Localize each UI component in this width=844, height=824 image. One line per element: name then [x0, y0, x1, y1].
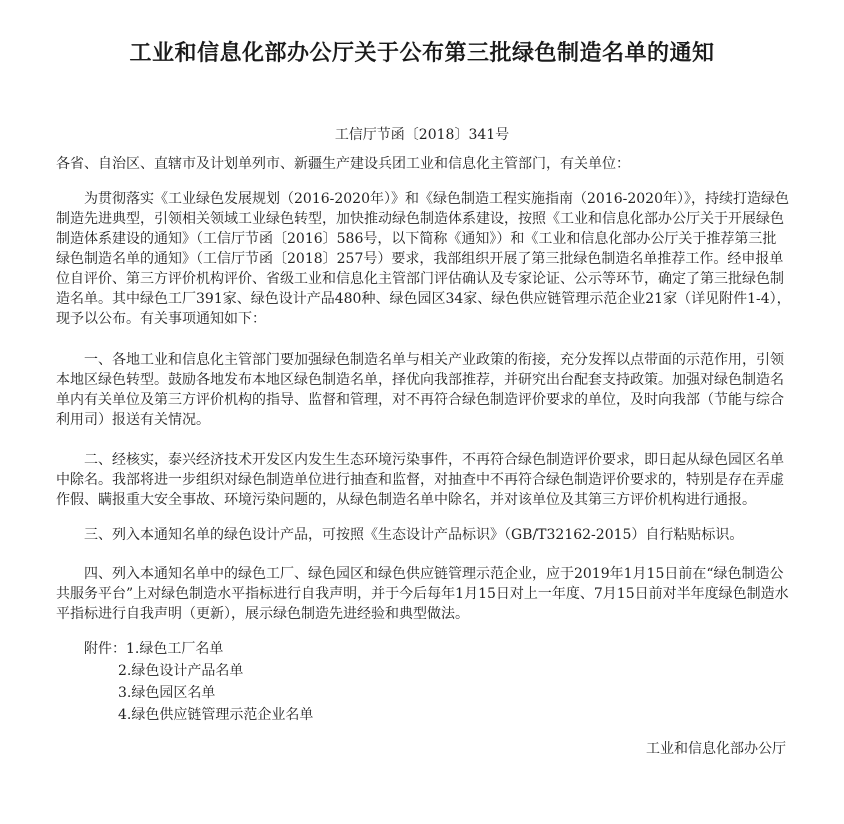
issuer-signature: 工业和信息化部办公厅 [646, 741, 786, 757]
paragraph-item-3 [56, 525, 792, 545]
paragraph-line: 利用司）报送有关情况。 [56, 412, 210, 428]
attachment-item [84, 638, 313, 660]
paragraph-item-4 [56, 564, 792, 624]
paragraph-line: 二、经核实，泰兴经济技术开发区内发生生态环境污染事件，不再符合绿色制造评价要求，即日起从绿色园区名单 [84, 452, 784, 468]
paragraph-line: 作假、瞒报重大安全事故、环境污染问题的，从绿色制造名单中除名，并对该单位及其第三方评价机构进行通报。 [56, 492, 756, 508]
paragraph-line: 绿色制造名单的通知》（工信厅节函〔2018〕257号）要求，我部组织开展了第三批绿色制造名单推荐工作。经申报单 [56, 251, 784, 267]
paragraph-line: 中除名。我部将进一步组织对绿色制造单位进行抽查和监督，对抽查中不再符合绿色制造评价要求的，特别是存在弄虚 [56, 472, 784, 488]
attachments-label: 附件： [84, 641, 126, 657]
paragraph-line: 制造体系建设的通知》（工信厅节函〔2016〕586号，以下简称《通知》）和《工业和信息化部办公厅关于推荐第三批 [56, 231, 777, 247]
attachments-list [84, 638, 313, 726]
document-number: 工信厅节函〔2018〕341号 [334, 127, 510, 143]
attachment-item: 4.绿色供应链管理示范企业名单 [118, 707, 314, 723]
paragraph-item-1 [56, 350, 792, 430]
paragraph-line: 为贯彻落实《工业绿色发展规划（2016-2020年）》和《绿色制造工程实施指南（2016-2020年）》，持续打造绿色 [84, 191, 789, 207]
paragraph-line: 单内有关单位及第三方评价机构的指导、监督和管理，对不再符合绿色制造评价要求的单位，及时向我部（节能与综合 [56, 392, 784, 408]
paragraph-line: 本地区绿色转型。鼓励各地发布本地区绿色制造名单，择优向我部推荐，并研究出台配套支持政策。加强对绿色制造名 [56, 372, 784, 388]
document-title: 工业和信息化部办公厅关于公布第三批绿色制造名单的通知 [129, 41, 715, 66]
paragraph-line: 制造先进典型，引领相关领域工业绿色转型，加快推动绿色制造体系建设，按照《工业和信息化部办公厅关于开展绿色 [56, 211, 784, 227]
paragraph-line: 四、列入本通知名单中的绿色工厂、绿色园区和绿色供应链管理示范企业，应于2019年1月15日前在“绿色制造公 [84, 566, 784, 582]
attachment-item: 2.绿色设计产品名单 [118, 663, 244, 679]
paragraph-line: 造名单。其中绿色工厂391家、绿色设计产品480种、绿色园区34家、绿色供应链管理示范企业21家（详见附件1-4）， [56, 291, 791, 307]
paragraph-line: 三、列入本通知名单的绿色设计产品，可按照《生态设计产品标识》（GB/T32162-2015）自行粘贴标识。 [84, 527, 744, 543]
attachment-label: 1.绿色工厂名单 [126, 641, 224, 657]
paragraph-line: 位自评价、第三方评价机构评价、省级工业和信息化主管部门评估确认及专家论证、公示等环节，确定了第三批绿色制 [56, 271, 784, 287]
paragraph-line: 现予以公布。有关事项通知如下： [56, 311, 266, 327]
paragraph-intro [56, 189, 792, 329]
paragraph-line: 平指标进行自我声明（更新），展示绿色制造先进经验和典型做法。 [56, 606, 469, 622]
paragraph-line: 共服务平台”上对绿色制造水平指标进行自我声明，并于今后每年1月15日对上一年度、7月15日前对半年度绿色制造水 [56, 586, 789, 602]
paragraph-item-2 [56, 450, 792, 510]
salutation: 各省、自治区、直辖市及计划单列市、新疆生产建设兵团工业和信息化主管部门，有关单位： [56, 156, 630, 172]
paragraph-line: 一、各地工业和信息化主管部门要加强绿色制造名单与相关产业政策的衔接，充分发挥以点带面的示范作用，引领 [84, 352, 784, 368]
attachment-item: 3.绿色园区名单 [118, 685, 216, 701]
